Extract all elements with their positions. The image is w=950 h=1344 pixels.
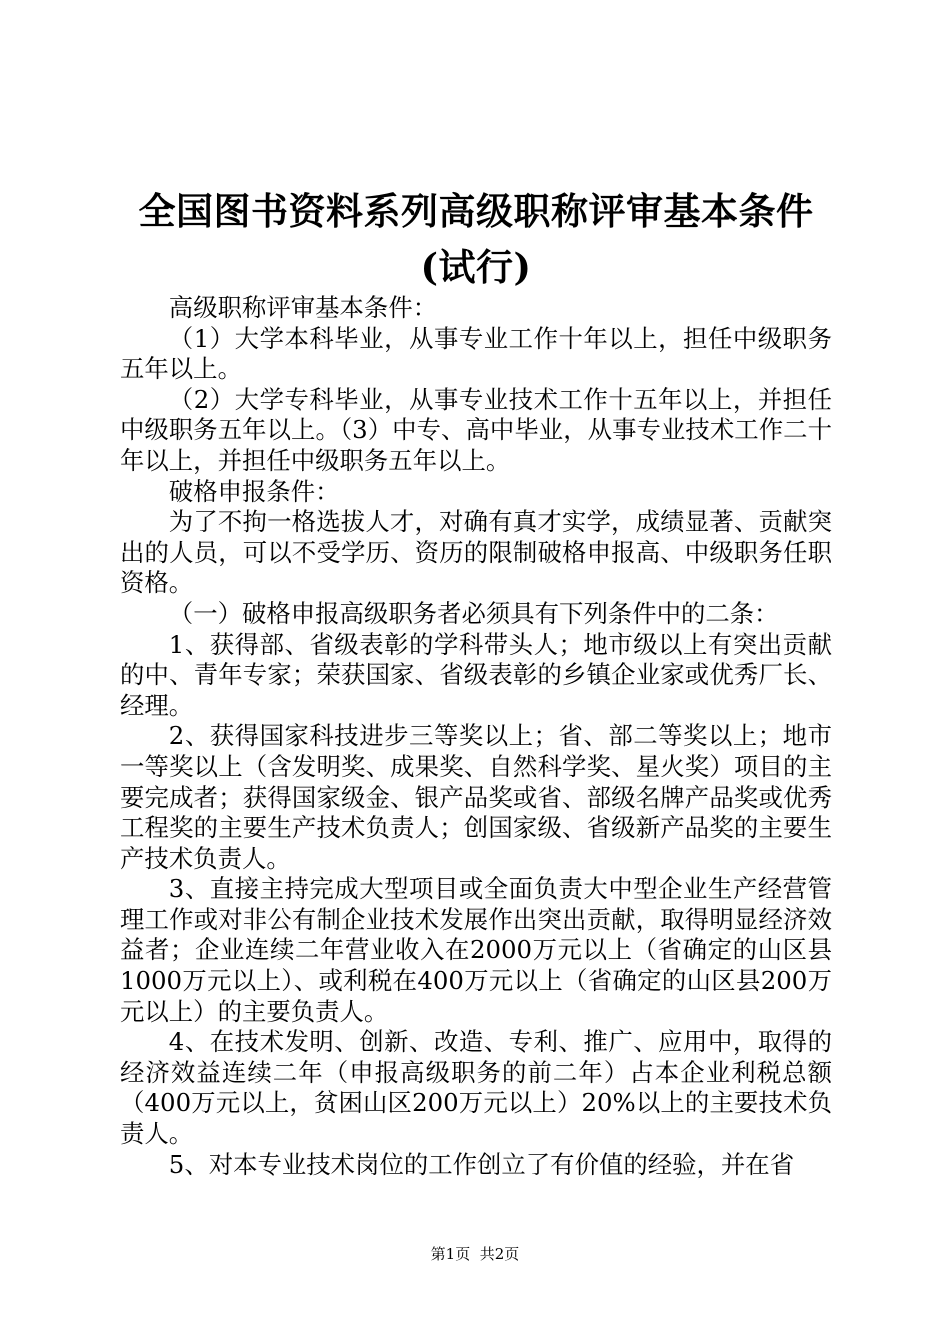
exceptional-intro-paragraph: 为了不拘一格选拔人才，对确有真才实学，成绩显著、贡献突出的人员，可以不受学历、资历的限制破格申报高、中级职务任职资格。 (120, 507, 832, 598)
exceptional-item-2: 2、获得国家科技进步三等奖以上；省、部二等奖以上；地市一等奖以上（含发明奖、成果奖、自然科学奖、星火奖）项目的主要完成者；获得国家级金、银产品奖或省、部级名牌产品奖或优秀工程奖的主要生产技术负责人；创国家级、省级新产品奖的主要生产技术负责人。 (120, 721, 832, 873)
exceptional-item-3: 3、直接主持完成大型项目或全面负责大中型企业生产经营管理工作或对非公有制企业技术发展作出突出贡献，取得明显经济效益者；企业连续二年营业收入在2000万元以上（省确定的山区县1000万元以上）、或利税在400万元以上（省确定的山区县200万元以上）的主要负责人。 (120, 874, 832, 1026)
page-total: 共2页 (479, 1245, 520, 1263)
exceptional-item-4: 4、在技术发明、创新、改造、专利、推广、应用中，取得的经济效益连续二年（申报高级职务的前二年）占本企业利税总额（400万元以上，贫困山区200万元以上）20%以上的主要技术负责人。 (120, 1027, 832, 1149)
section-heading-exceptional-conditions: 破格申报条件： (168, 476, 340, 506)
exceptional-item-5: 5、对本专业技术岗位的工作创立了有价值的经验，并在省 (168, 1149, 795, 1179)
section-heading-basic-conditions: 高级职称评审基本条件： (168, 293, 438, 322)
page-footer (0, 1244, 950, 1264)
condition-item-2-3: （2）大学专科毕业，从事专业技术工作十五年以上，并担任中级职务五年以上。（3）中专、高中毕业，从事专业技术工作二十年以上，并担任中级职务五年以上。 (120, 384, 832, 475)
document-title: 全国图书资料系列高级职称评审基本条件(试行) (138, 189, 814, 289)
exceptional-item-1: 1、获得部、省级表彰的学科带头人；地市级以上有突出贡献的中、青年专家；荣获国家、省级表彰的乡镇企业家或优秀厂长、经理。 (120, 629, 832, 720)
footer-separator (470, 1245, 480, 1263)
exceptional-senior-heading: （一）破格申报高级职务者必须具有下列条件中的二条： (168, 598, 779, 628)
page-number: 第1页 (430, 1245, 471, 1263)
condition-item-1: （1）大学本科毕业，从事专业工作十年以上，担任中级职务五年以上。 (120, 323, 832, 384)
document-body (120, 293, 832, 1180)
